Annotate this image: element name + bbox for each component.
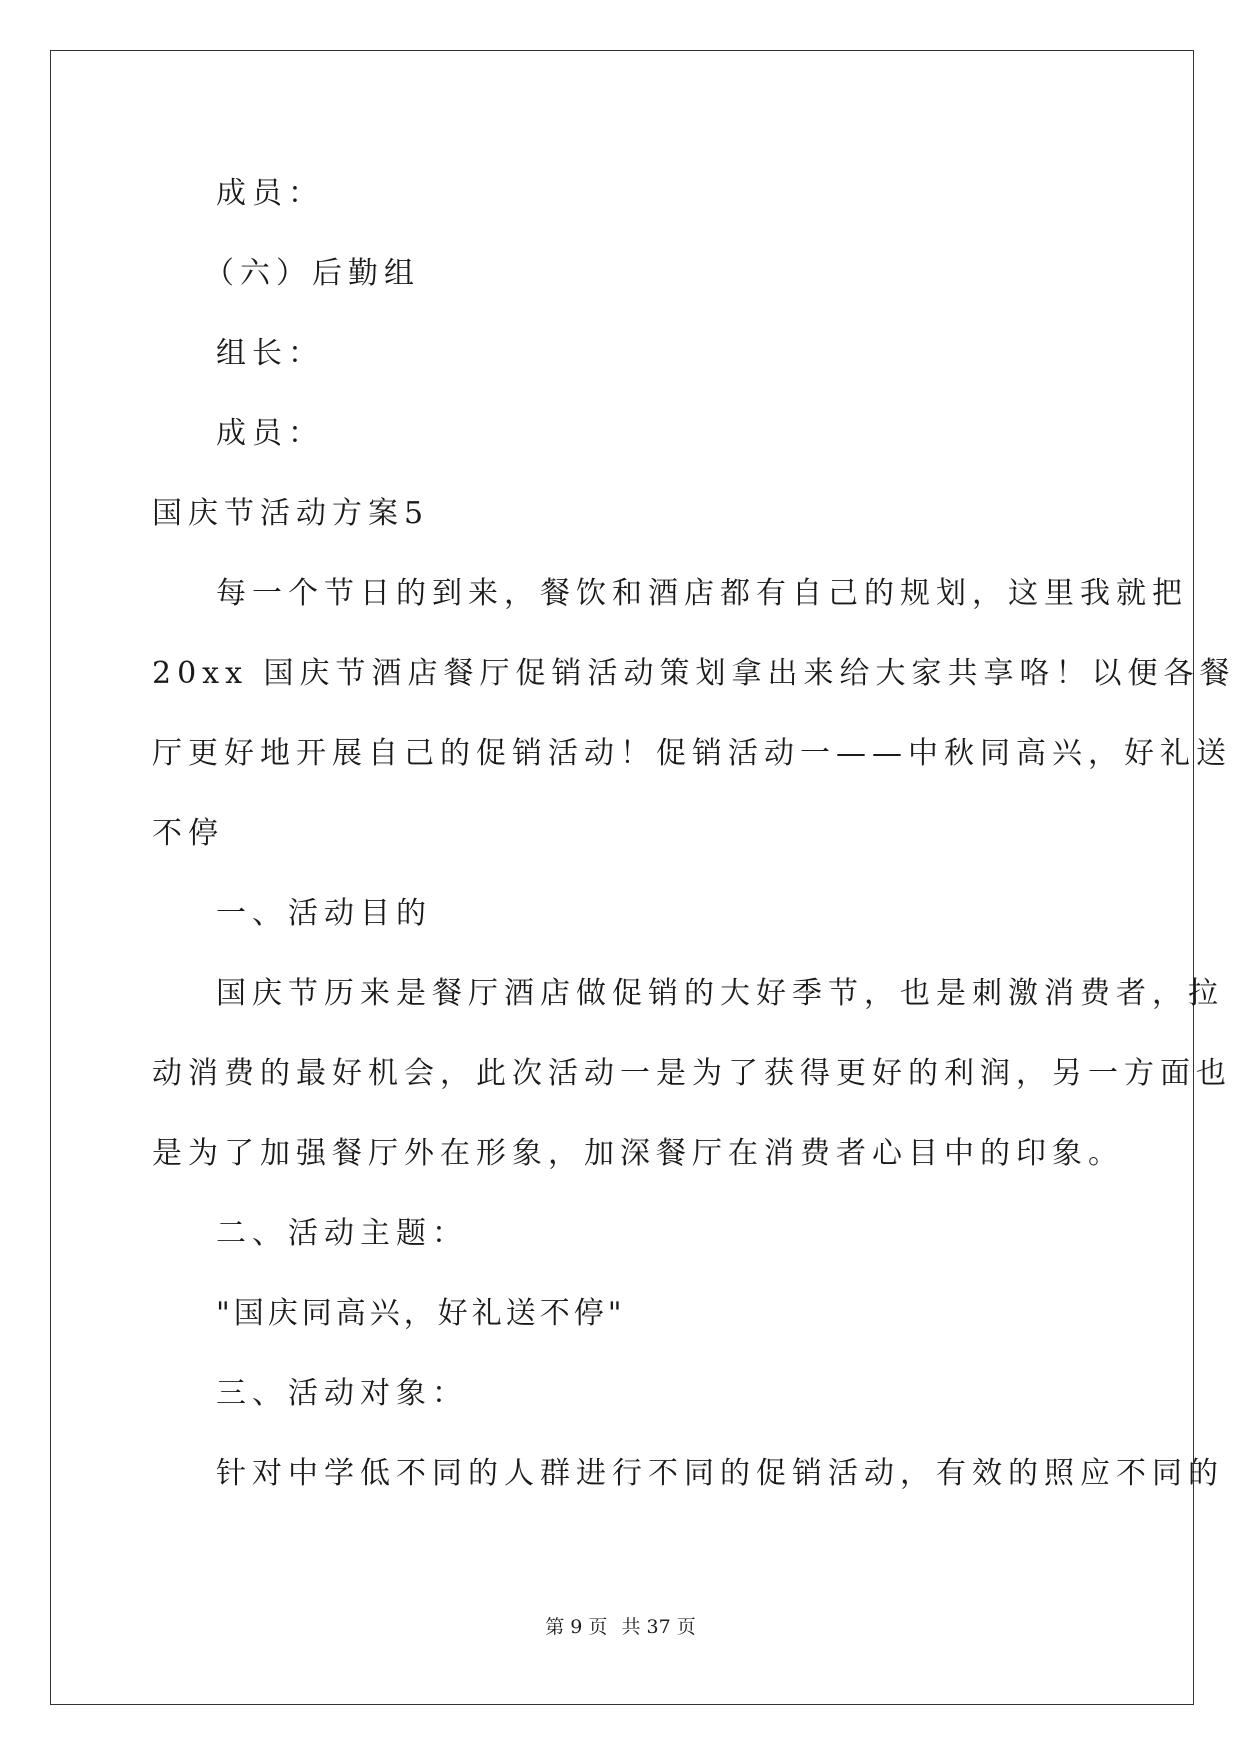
page-footer — [0, 1612, 1241, 1639]
purpose-line-1: 国庆节历来是餐厅酒店做促销的大好季节，也是刺激消费者，拉 — [216, 976, 1224, 1011]
heading-logistics-group: （六）后勤组 — [204, 256, 420, 291]
intro-line-4: 不停 — [152, 816, 224, 851]
intro-line-2: 20xx 国庆节酒店餐厅促销活动策划拿出来给大家共享咯！以便各餐 — [152, 656, 1236, 691]
audience-line-1: 针对中学低不同的人群进行不同的促销活动，有效的照应不同的 — [216, 1456, 1224, 1491]
purpose-line-3: 是为了加强餐厅外在形象，加深餐厅在消费者心目中的印象。 — [152, 1136, 1124, 1171]
page-total: 共 37 页 — [621, 1616, 696, 1638]
page-number: 第 9 页 — [545, 1616, 608, 1638]
paragraph-leader: 组长： — [216, 336, 324, 371]
heading-purpose: 一、活动目的 — [216, 896, 432, 931]
intro-line-3: 厅更好地开展自己的促销活动！促销活动一——中秋同高兴，好礼送 — [152, 736, 1232, 771]
heading-audience: 三、活动对象： — [216, 1376, 468, 1411]
paragraph-members-2: 成员： — [216, 416, 324, 451]
section-title: 国庆节活动方案5 — [152, 496, 430, 531]
intro-line-1: 每一个节日的到来，餐饮和酒店都有自己的规划，这里我就把 — [216, 576, 1188, 611]
purpose-line-2: 动消费的最好机会，此次活动一是为了获得更好的利润，另一方面也 — [152, 1056, 1232, 1091]
paragraph-members: 成员： — [216, 176, 324, 211]
heading-theme: 二、活动主题： — [216, 1216, 468, 1251]
theme-text: "国庆同高兴，好礼送不停" — [216, 1296, 626, 1331]
